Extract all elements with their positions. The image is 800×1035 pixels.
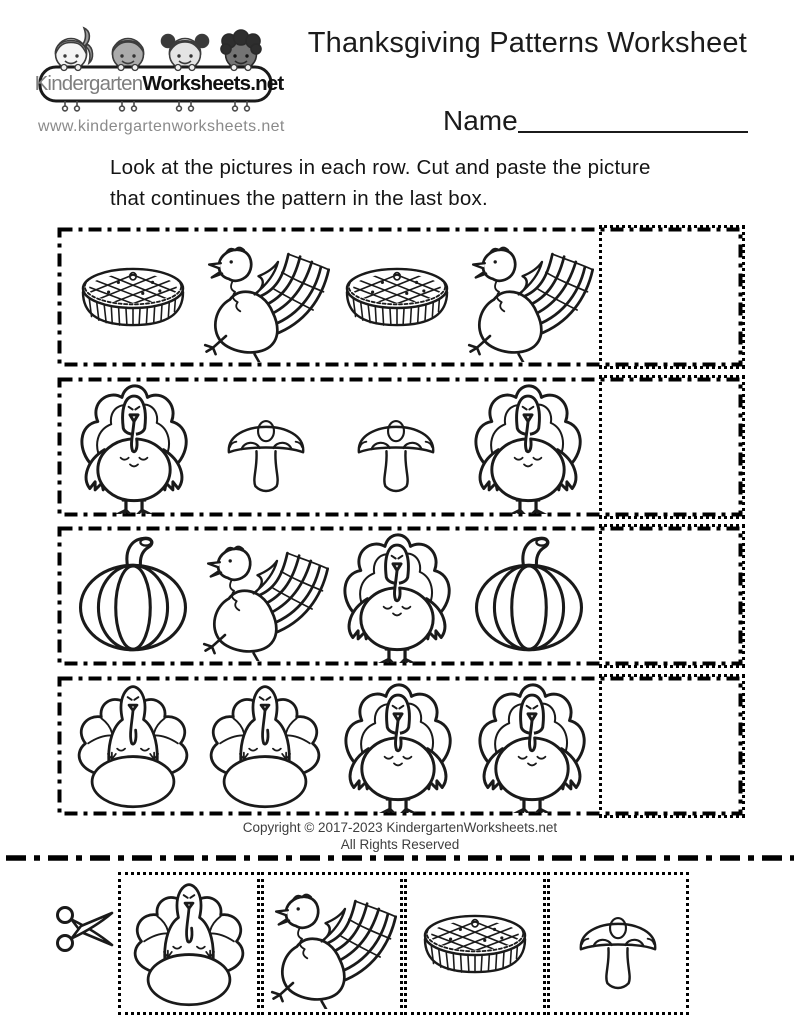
pattern-item [331, 681, 465, 811]
instructions-line-2: that continues the pattern in the last box. [110, 187, 488, 210]
name-line [443, 100, 748, 136]
copyright-notice [0, 819, 800, 853]
answer-box [599, 225, 745, 369]
pattern-item [465, 681, 599, 811]
instructions-line-1: Look at the pictures in each row. Cut and paste the picture [110, 156, 651, 179]
turkey-standing-image [465, 679, 599, 813]
pattern-item [330, 531, 464, 661]
pie-image [336, 236, 458, 358]
cutout-piece-4 [547, 872, 689, 1015]
pattern-item [198, 531, 329, 661]
pie-image [414, 883, 536, 1005]
answer-box [599, 375, 745, 519]
pattern-row-1 [57, 227, 743, 367]
pattern-item [464, 531, 595, 661]
pattern-item [199, 681, 331, 811]
turkey-standing-image [67, 380, 201, 514]
pattern-item [67, 232, 199, 362]
cut-divider-line [4, 852, 796, 864]
turkey-standing-image [461, 380, 595, 514]
name-label: Name [443, 105, 518, 136]
logo-brand-first: Kindergarten [34, 72, 143, 95]
pattern-row-3 [57, 526, 743, 666]
pattern-item [201, 382, 331, 512]
logo-wordmark [34, 70, 284, 98]
pumpkin-image [69, 532, 197, 660]
site-url: www.kindergartenworksheets.net [38, 118, 285, 135]
pumpkin-image [465, 532, 593, 660]
mushroom-image [565, 891, 671, 997]
turkey-running-image [200, 232, 330, 362]
logo-brand-second: Worksheets.net [142, 72, 284, 95]
mushroom-image [343, 394, 449, 500]
pattern-item [463, 232, 595, 362]
turkey-running-image [464, 232, 594, 362]
pattern-row-4 [57, 676, 743, 816]
name-blank-field [518, 131, 748, 133]
page-title: Thanksgiving Patterns Worksheet [307, 27, 747, 59]
pattern-item [199, 232, 331, 362]
scissors-icon [54, 900, 118, 960]
pattern-item [461, 382, 595, 512]
pattern-row-2 [57, 377, 743, 517]
pattern-item [67, 681, 199, 811]
pattern-item [331, 382, 461, 512]
pattern-item [331, 232, 463, 362]
turkey-standing-image [331, 679, 465, 813]
cutout-piece-2 [261, 872, 403, 1015]
copyright-line-1: Copyright © 2017-2023 KindergartenWorksheets.net [242, 820, 558, 835]
pattern-item [67, 382, 201, 512]
cutout-piece-3 [404, 872, 546, 1015]
answer-box [599, 524, 745, 668]
kids-logo-icon [38, 12, 278, 122]
turkey-standing-image [330, 529, 464, 663]
turkey-sitting-image [123, 878, 255, 1010]
answer-box [599, 674, 745, 818]
pattern-item [67, 531, 198, 661]
instructions-text [110, 152, 750, 214]
turkey-sitting-image [67, 680, 199, 812]
cutout-piece-1 [118, 872, 260, 1015]
copyright-line-2: All Rights Reserved [340, 837, 460, 852]
site-logo [34, 12, 284, 122]
turkey-sitting-image [199, 680, 331, 812]
turkey-running-image [267, 879, 397, 1009]
mushroom-image [213, 394, 319, 500]
pie-image [72, 236, 194, 358]
turkey-running-image [199, 531, 329, 661]
